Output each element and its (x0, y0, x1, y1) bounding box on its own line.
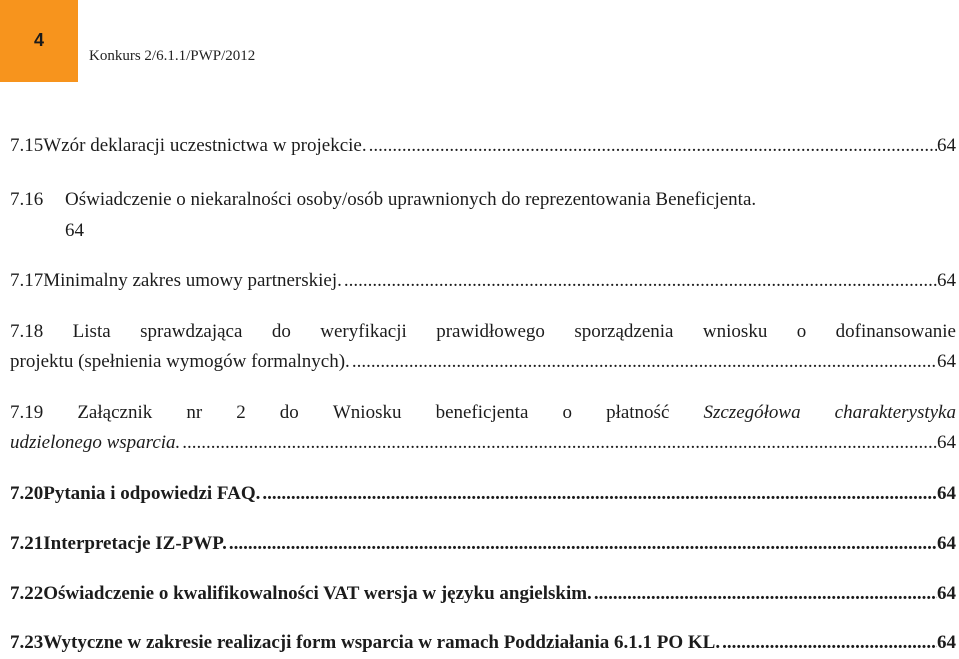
toc-word: Wniosku (332, 402, 402, 423)
toc-word: sprawdzająca (140, 321, 243, 342)
toc-entry-page: 64 (937, 351, 956, 372)
toc-leader-dots (229, 529, 937, 559)
toc-word: 7.19 (10, 402, 44, 423)
toc-entry-7-19-cont[interactable] (10, 428, 956, 458)
toc-word: prawidłowego (436, 321, 545, 342)
toc-entry-page: 64 (937, 483, 956, 504)
toc-entry-page: 64 (937, 270, 956, 291)
toc-entry-7-16[interactable] (10, 185, 956, 215)
toc-entry-title: projektu (spełnienia wymogów formalnych). (10, 351, 350, 372)
toc-word: nr (186, 402, 203, 423)
toc-entry-page: 64 (65, 220, 84, 241)
toc-word: wniosku (702, 321, 768, 342)
toc-word: do (279, 402, 299, 423)
toc-entry-7-17[interactable] (10, 266, 956, 296)
toc-entry-title: Wytyczne w zakresie realizacji form wsparcia w ramach Poddziałania 6.1.1 PO KL. (43, 632, 721, 653)
toc-entry-7-22[interactable] (10, 579, 956, 609)
toc-leader-dots (722, 628, 937, 658)
page-number: 4 (33, 29, 44, 50)
toc-word: sporządzenia (574, 321, 674, 342)
toc-entry-7-19[interactable] (10, 398, 956, 428)
toc-entry-title: Pytania i odpowiedzi FAQ. (43, 483, 261, 504)
toc-entry-number: 7.23 (10, 632, 44, 653)
toc-word: o (562, 402, 572, 423)
toc-word: 7.18 (10, 321, 44, 342)
toc-word: weryfikacji (320, 321, 407, 342)
toc-word: Lista (72, 321, 111, 342)
toc-leader-dots (594, 579, 937, 609)
toc-entry-page: 64 (937, 432, 956, 453)
toc-entry-7-18-cont[interactable] (10, 347, 956, 377)
toc-leader-dots (344, 266, 937, 296)
toc-entry-page: 64 (937, 533, 956, 554)
toc-entry-number: 7.16 (10, 189, 44, 210)
toc-leader-dots (182, 428, 937, 458)
toc-entry-title: Minimalny zakres umowy partnerskiej. (43, 270, 342, 291)
toc-leader-dots (352, 347, 937, 377)
toc-entry-number: 7.15 (10, 135, 44, 156)
toc-word: płatność (606, 402, 670, 423)
header-title: Konkurs 2/6.1.1/PWP/2012 (89, 48, 256, 64)
toc-word: 2 (236, 402, 246, 423)
toc-word-italic: charakterystyka (834, 402, 956, 423)
toc-entry-title: udzielonego wsparcia. (10, 432, 181, 453)
page-number-box (0, 0, 78, 82)
toc-word: Załącznik (77, 402, 153, 423)
toc-word: do (271, 321, 291, 342)
toc-entry-page: 64 (937, 583, 956, 604)
toc-entry-title: Interpretacje IZ-PWP. (43, 533, 227, 554)
toc-entry-page: 64 (937, 135, 956, 156)
toc-entry-title: Wzór deklaracji uczestnictwa w projekcie. (43, 135, 367, 156)
toc-entry-title: Oświadczenie o kwalifikowalności VAT wersja w języku angielskim. (43, 583, 592, 604)
toc-entry-7-23[interactable] (10, 628, 956, 658)
toc-entry-7-21[interactable] (10, 529, 956, 559)
toc-entry-7-15[interactable] (10, 131, 956, 161)
toc-leader-dots (369, 131, 937, 161)
toc-leader-dots (262, 479, 937, 509)
toc-entry-7-20[interactable] (10, 479, 956, 509)
toc-entry-number: 7.20 (10, 483, 44, 504)
toc-word: o (796, 321, 807, 342)
toc-entry-7-16-page-line (10, 216, 956, 246)
toc-entry-number: 7.21 (10, 533, 44, 554)
toc-entry-7-18[interactable] (10, 317, 956, 347)
toc-entry-page: 64 (937, 632, 956, 653)
toc-word-italic: Szczegółowa (703, 402, 801, 423)
toc-entry-number: 7.22 (10, 583, 44, 604)
toc-word: beneficjenta (435, 402, 529, 423)
toc-entry-number: 7.17 (10, 270, 44, 291)
toc-entry-title: Oświadczenie o niekaralności osoby/osób uprawnionych do reprezentowania Beneficjenta. (65, 189, 757, 210)
toc-word: dofinansowanie (835, 321, 956, 342)
